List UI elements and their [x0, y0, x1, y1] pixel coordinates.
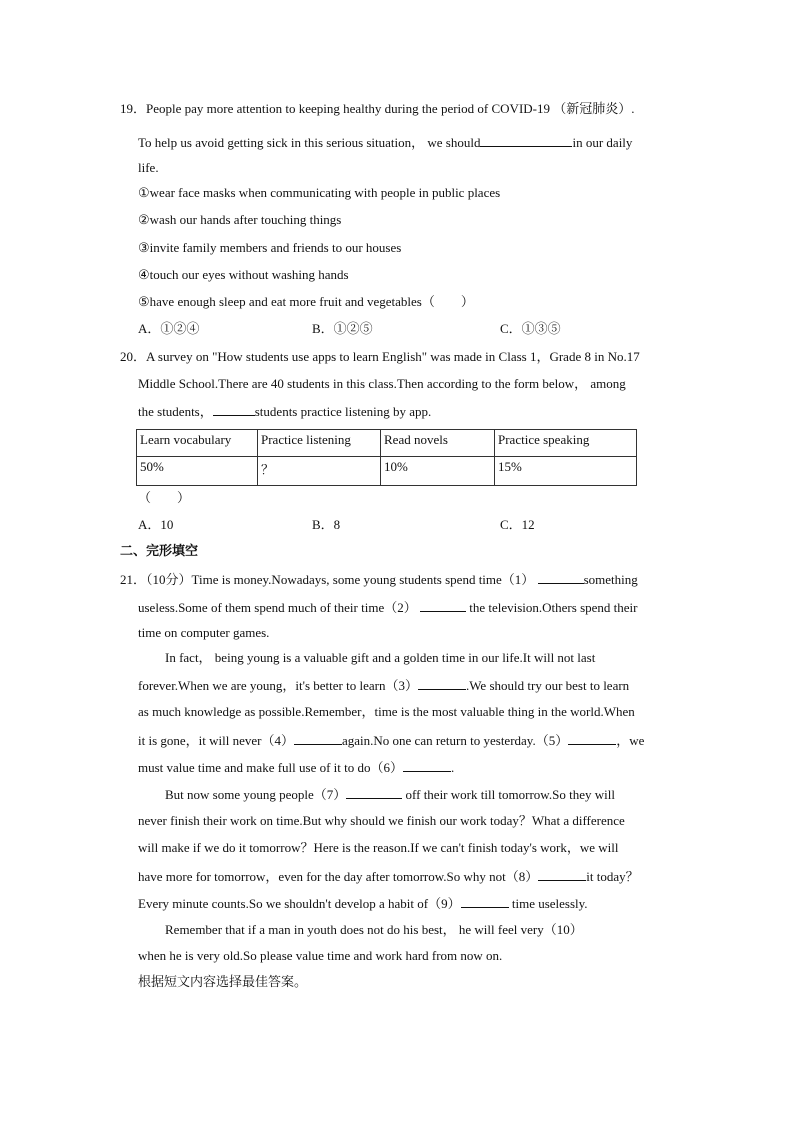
survey-header-cell: Practice listening: [258, 430, 381, 457]
passage-text: ，we: [616, 733, 645, 748]
passage-text: But now some young people（7）: [165, 787, 347, 802]
survey-header-cell: Learn vocabulary: [137, 430, 258, 457]
q20-stem-line2: Middle School.There are 40 students in this class.Then according to the form below， among: [138, 376, 626, 391]
passage-text: 21．（10分）Time is money.Nowadays, some young students spend time（1）: [120, 572, 535, 587]
section-title: 二、完形填空: [120, 544, 199, 559]
q19-item-1: ①wear face masks when communicating with people in public places: [138, 185, 501, 200]
cloze-blank-4: [294, 732, 342, 745]
q20-answer-paren: （ ）: [138, 490, 191, 505]
cloze-blank-7: [346, 786, 402, 799]
q19-option-b: B．①②⑤: [312, 321, 373, 336]
cloze-blank-5: [568, 732, 616, 745]
cloze-blank-2: [420, 599, 466, 612]
passage-text: Every minute counts.So we shouldn't develop a habit of（9）: [138, 896, 461, 911]
q19-item-2: ②wash our hands after touching things: [138, 212, 342, 227]
passage-line: will make if we do it tomorrow？Here is the reason.If we can't finish today's work，we will: [138, 840, 619, 855]
q19-stem-line2: [138, 134, 632, 151]
cloze-blank-6: [403, 759, 451, 772]
cloze-blank-8: [538, 868, 586, 881]
passage-line: as much knowledge as possible.Remember，time is the most valuable thing in the world.When: [138, 704, 635, 719]
passage-line: when he is very old.So please value time and work hard from now on.: [138, 948, 503, 963]
q20-stem-part2: students practice listening by app.: [254, 404, 432, 419]
survey-table-header-row: [137, 430, 637, 457]
q19-item-3: ③invite family members and friends to our houses: [138, 240, 402, 255]
passage-line: [165, 786, 615, 803]
passage-line: [138, 677, 629, 694]
q19-stem-part1: To help us avoid getting sick in this serious situation， we should: [138, 135, 481, 150]
passage-line: [138, 599, 637, 616]
q19-option-a: A．①②④: [138, 321, 200, 336]
survey-header-cell: Practice speaking: [495, 430, 637, 457]
passage-line: In fact， being young is a valuable gift and a golden time in our life.It will not last: [165, 650, 596, 665]
passage-text: .We should try our best to learn: [465, 678, 630, 693]
passage-line: never finish their work on time.But why should we finish our work today？What a difference: [138, 813, 625, 828]
passage-line: time on computer games.: [138, 625, 270, 640]
survey-table-value-row: [137, 457, 637, 486]
survey-header-cell: Read novels: [381, 430, 495, 457]
q20-stem-line1: 20．A survey on "How students use apps to learn English" was made in Class 1，Grade 8 in No.17: [120, 349, 640, 364]
q19-option-c: C．①③⑤: [500, 321, 561, 336]
q19-item-5: ⑤have enough sleep and eat more fruit and vegetables（ ）: [138, 294, 474, 309]
q19-answer-blank: [480, 134, 572, 147]
cloze-blank-9: [461, 895, 509, 908]
q20-option-c: C．12: [500, 517, 535, 532]
passage-text: it is gone，it will never（4）: [138, 733, 294, 748]
passage-text: the television.Others spend their: [469, 600, 638, 615]
passage-line: [138, 732, 644, 749]
survey-value-cell: ？: [258, 457, 381, 486]
q19-stem-line3: life.: [138, 160, 159, 175]
survey-value-cell: 15%: [495, 457, 637, 486]
q20-stem-part1: the students，: [138, 404, 213, 419]
q20-option-b: B．8: [312, 517, 341, 532]
q19-item-4: ④touch our eyes without washing hands: [138, 267, 349, 282]
passage-line: [138, 868, 639, 885]
passage-line: Remember that if a man in youth does not do his best， he will feel very（10）: [165, 922, 583, 937]
survey-value-cell: 10%: [381, 457, 495, 486]
q20-answer-blank: [213, 403, 255, 416]
q20-option-a: A．10: [138, 517, 174, 532]
passage-text: useless.Some of them spend much of their time（2）: [138, 600, 417, 615]
survey-table: [136, 429, 637, 486]
passage-text: again.No one can return to yesterday.（5）: [341, 733, 569, 748]
survey-value-cell: 50%: [137, 457, 258, 486]
passage-text: time uselessly.: [511, 896, 588, 911]
passage-text: have more for tomorrow，even for the day after tomorrow.So why not（8）: [138, 869, 539, 884]
passage-text: must value time and make full use of it to do（6）: [138, 760, 404, 775]
passage-line: [138, 759, 454, 776]
q20-stem-line3: [138, 403, 431, 420]
cloze-blank-1: [538, 571, 584, 584]
passage-line: [138, 895, 588, 912]
passage-text: something: [583, 572, 638, 587]
passage-text: .: [451, 760, 455, 775]
passage-text: it today？: [586, 869, 639, 884]
cloze-blank-3: [418, 677, 466, 690]
passage-text: forever.When we are young，it's better to learn（3）: [138, 678, 418, 693]
passage-text: off their work till tomorrow.So they will: [405, 787, 615, 802]
q19-stem-part2: in our daily: [572, 135, 633, 150]
instruction-text: 根据短文内容选择最佳答案。: [138, 975, 308, 990]
passage-line: [120, 571, 638, 588]
q19-stem-line1: 19．People pay more attention to keeping healthy during the period of COVID-19 （新冠肺炎）.: [120, 101, 635, 116]
